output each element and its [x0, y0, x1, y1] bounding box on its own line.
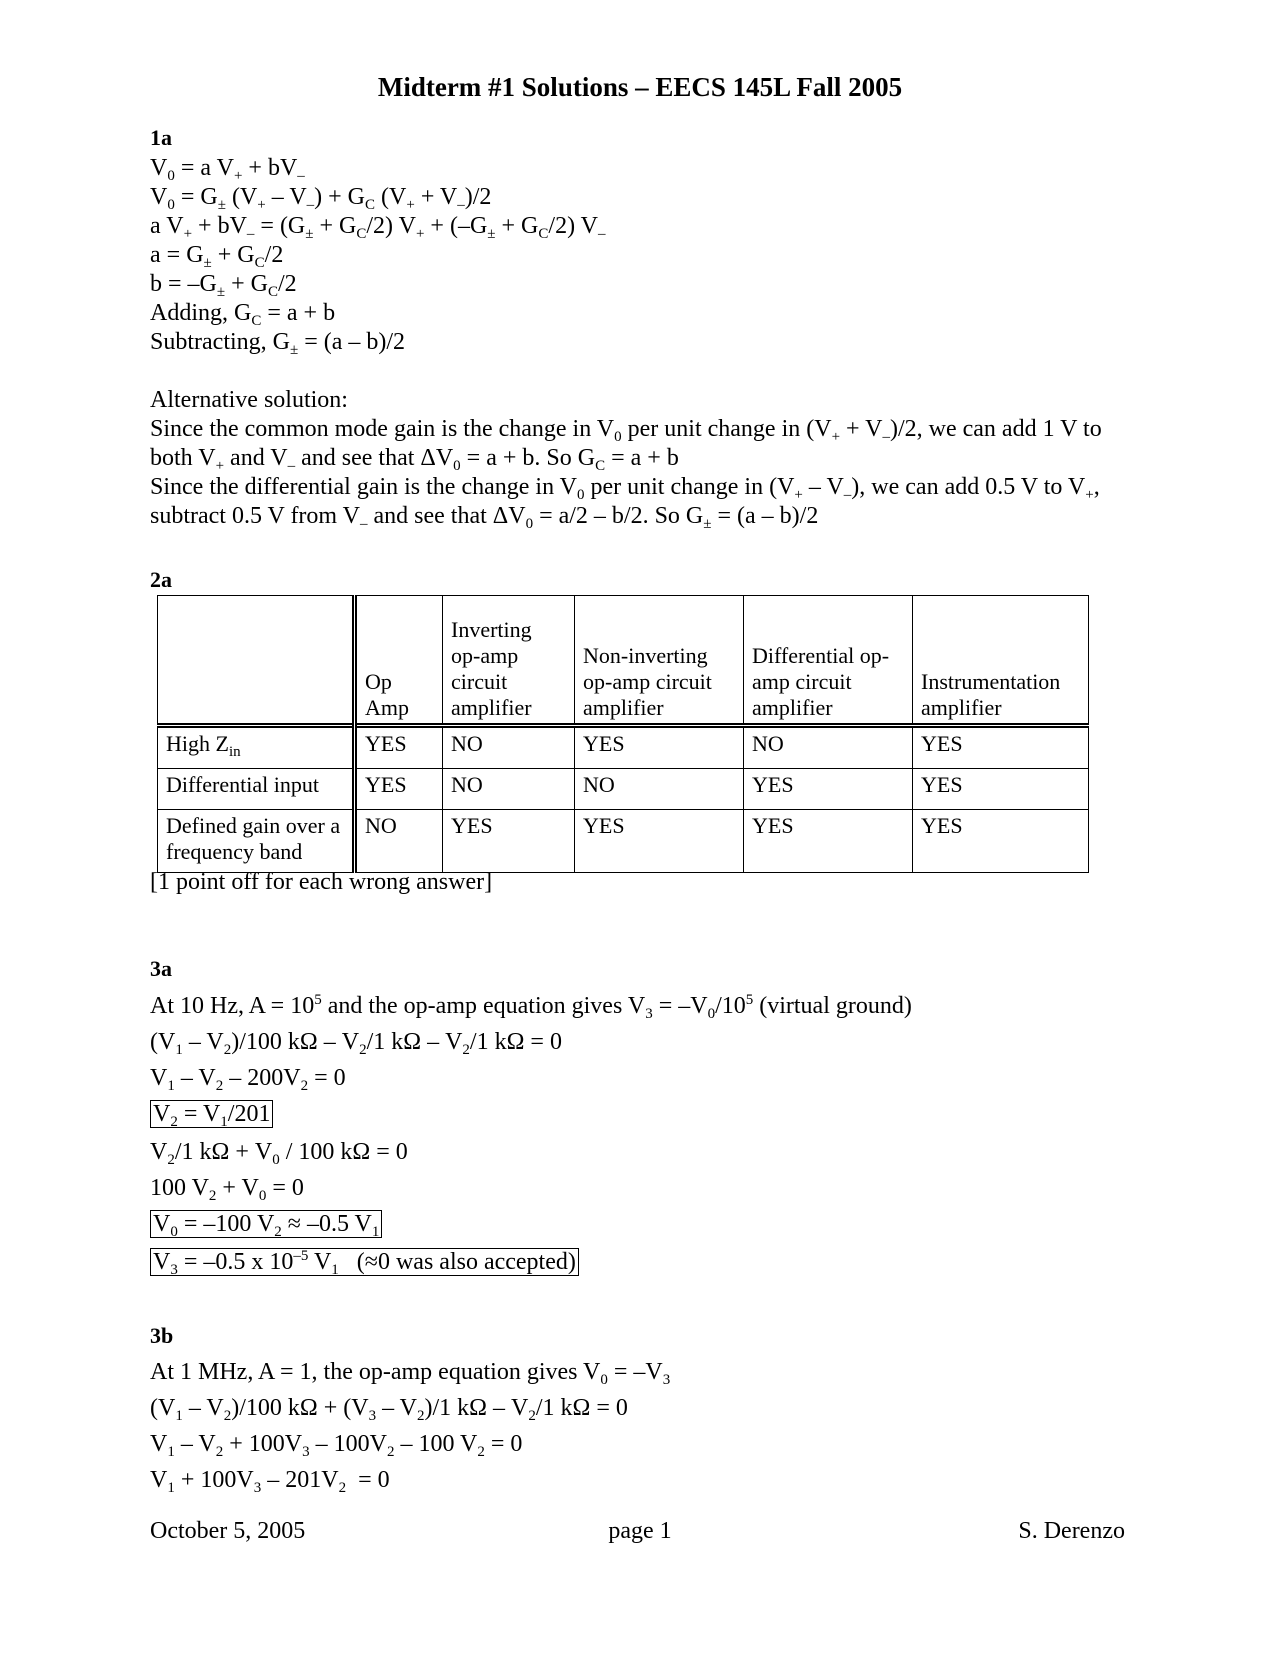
table-cell: YES [744, 810, 913, 873]
alt-solution-line4: subtract 0.5 V from $V_-$ and see that $\Delta V_0 = a/2 - b/2$. So $G_\pm = (a - b)/2$ [150, 503, 819, 532]
grading-note: [1 point off for each wrong answer] [150, 869, 493, 895]
table-header-cell: Differential op-amp circuit amplifier [744, 596, 913, 726]
eq-3a-line5: $V_2/1$ $k\Omega + V_0 / 100$ kΩ = 0 [150, 1139, 408, 1168]
eq-3a-line8-boxed [150, 1248, 579, 1278]
eq-1a-line6: Adding, $G_C = a + b$ [150, 300, 336, 329]
row-label-differential-input: Differential input [158, 769, 355, 810]
eq-3b-line1: At 1 MHz, A = 1, the op-amp equation gives $V_0 = -V_3$ [150, 1359, 671, 1388]
eq-1a-line7: Subtracting, $G_\pm = (a - b)/2$ [150, 329, 406, 358]
table-header-cell: Inverting op-amp circuit amplifier [443, 596, 575, 726]
eq-1a-line3: a $V_+ + bV_- = (G_\pm + G_C/2) V_+ + (-G_\pm + G_C/2)$ $V_-$ [150, 213, 606, 242]
eq-3b-line2: $(V_1 - V_2)/100$ $k\Omega + (V_3 - V_2)/1$ kΩ – $V_2/1$ kΩ = 0 [150, 1395, 628, 1424]
footer-author: S. Derenzo [1018, 1518, 1125, 1544]
eq-1a-line1: $V_0 = a$ $V_+ + bV_-$ [150, 155, 305, 184]
answer-box: $V_3 = -0.5$ x $10^{-5}$ $V_1$ (≈0 was also accepted) [150, 1248, 579, 1276]
eq-1a-line5: $b = -G_\pm + G_C/2$ [150, 271, 297, 300]
eq-3a-line1: At 10 Hz, $A = 10^5$ and the op-amp equation gives $V_3 = -V_0/10^5$ (virtual ground) [150, 992, 912, 1022]
answer-box: $V_0 = -100$ $V_2 \approx -0.5$ $V_1$ [150, 1210, 382, 1238]
alt-solution-title: Alternative solution: [150, 387, 348, 413]
table-cell: YES [744, 769, 913, 810]
eq-3b-line3: $V_1 - V_2 + 100V_3 - 100V_2 - 100$ $V_2 = 0$ [150, 1431, 523, 1460]
eq-1a-line4: $a = G_\pm + G_C/2$ [150, 242, 284, 271]
table-cell: NO [355, 810, 443, 873]
eq-3a-line2: $(V_1 - V_2)/100$ kΩ – $V_2/1$ kΩ – $V_2/1$ kΩ = 0 [150, 1029, 562, 1058]
table-row [158, 769, 1089, 810]
table-header-row [158, 596, 1089, 726]
eq-3a-line6: 100 $V_2 + V_0 = 0$ [150, 1175, 304, 1204]
section-2a-label: 2a [150, 567, 172, 592]
table-header-cell [158, 596, 355, 726]
footer-date: October 5, 2005 [150, 1518, 306, 1544]
table-cell: YES [913, 769, 1089, 810]
table-header-cell: Op Amp [355, 596, 443, 726]
eq-3a-line7-boxed [150, 1211, 382, 1240]
answer-box: $V_2 = V_1/201$ [150, 1100, 273, 1128]
eq-1a-line2: $V_0 = G_\pm$ $(V_+ - V_-) + G_C$ $(V_+ + V_-)/2$ [150, 184, 492, 213]
table-header-cell: Instrumentation amplifier [913, 596, 1089, 726]
table-row [158, 810, 1089, 873]
table-cell: YES [443, 810, 575, 873]
row-label-defined-gain: Defined gain over a frequency band [158, 810, 355, 873]
table-cell: YES [913, 726, 1089, 769]
alt-solution-line2: both $V_+$ and $V_-$ and see that $\Delta V_0 = a + b$. So $G_C = a + b$ [150, 445, 679, 474]
section-3a-label: 3a [150, 956, 172, 981]
table-cell: NO [443, 769, 575, 810]
section-1a-label: 1a [150, 125, 172, 150]
table-cell: YES [913, 810, 1089, 873]
eq-3a-line3: $V_1 - V_2 - 200V_2 = 0$ [150, 1065, 346, 1094]
footer-page-number: page 1 [608, 1518, 672, 1544]
table-row [158, 726, 1089, 769]
table-cell: YES [575, 726, 744, 769]
table-cell: NO [443, 726, 575, 769]
page-title: Midterm #1 Solutions – EECS 145L Fall 2005 [377, 72, 903, 102]
table-cell: YES [355, 726, 443, 769]
table-header-cell: Non-inverting op-amp circuit amplifier [575, 596, 744, 726]
eq-3b-line4: $V_1 + 100V_3 - 201V_2 = 0$ [150, 1467, 390, 1496]
row-label-high-zin: High $Z_{in}$ [158, 726, 355, 769]
table-cell: NO [575, 769, 744, 810]
alt-solution-line1: Since the common mode gain is the change in $V_0$ per unit change in $(V_+ + V_-)/2$, we can add 1 V to [150, 416, 1102, 445]
table-cell: NO [744, 726, 913, 769]
table-cell: YES [575, 810, 744, 873]
section-3b-label: 3b [150, 1323, 174, 1348]
eq-3a-line4-boxed [150, 1101, 273, 1130]
alt-solution-line3: Since the differential gain is the change in $V_0$ per unit change in $(V_+ - V_-)$, we can add 0.5 V to $V_+$, [150, 474, 1100, 503]
amplifier-comparison-table [157, 595, 1089, 873]
table-cell: YES [355, 769, 443, 810]
